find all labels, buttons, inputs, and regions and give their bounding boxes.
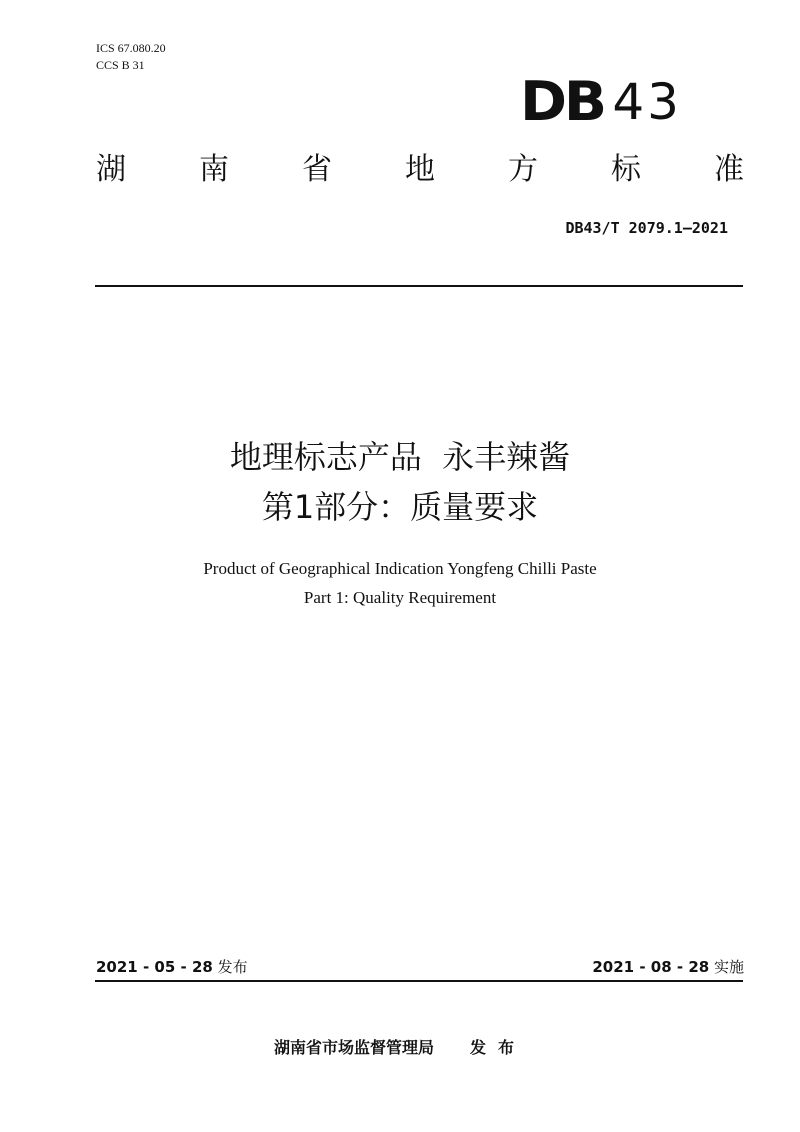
- english-title: [0, 554, 800, 612]
- implementation-date: [592, 956, 744, 977]
- standard-type-char: 标: [611, 152, 641, 187]
- standard-type-char: 湖: [96, 152, 126, 187]
- issuing-authority: [0, 1035, 800, 1058]
- standard-mark: [522, 72, 682, 132]
- chinese-title: [0, 432, 800, 532]
- chinese-title-line-2: 第1部分：质量要求: [261, 488, 539, 526]
- issue-date-value: 2021 - 05 - 28: [96, 958, 213, 976]
- issuer-name: 湖南省市场监督管理局: [273, 1038, 434, 1057]
- top-divider: [95, 285, 743, 287]
- chinese-title-line-1: 地理标志产品 永丰辣酱: [229, 438, 571, 476]
- classification-codes: [96, 40, 166, 74]
- standard-type-char: 省: [302, 152, 332, 187]
- standard-type-heading: [96, 150, 744, 190]
- issuer-action: 发布: [470, 1038, 527, 1057]
- standard-type-char: 准: [714, 152, 744, 187]
- english-title-line-1: Product of Geographical Indication Yongfeng Chilli Paste: [203, 559, 597, 578]
- issue-date: [96, 956, 248, 977]
- english-title-line-2: Part 1: Quality Requirement: [303, 588, 497, 607]
- ics-code: ICS 67.080.20: [96, 41, 166, 55]
- standard-code: DB43/T 2079.1—2021: [565, 219, 728, 237]
- standard-type-char: 地: [405, 152, 435, 187]
- standard-type-char: 南: [199, 152, 229, 187]
- bottom-divider: [95, 980, 743, 982]
- standard-type-char: 方: [508, 152, 538, 187]
- issue-date-label: 发布: [217, 958, 248, 976]
- implementation-date-value: 2021 - 08 - 28: [592, 958, 710, 976]
- db-logo: DB: [520, 70, 605, 133]
- implementation-date-label: 实施: [713, 958, 744, 976]
- ccs-code: CCS B 31: [96, 58, 145, 72]
- province-number: 43: [612, 73, 682, 131]
